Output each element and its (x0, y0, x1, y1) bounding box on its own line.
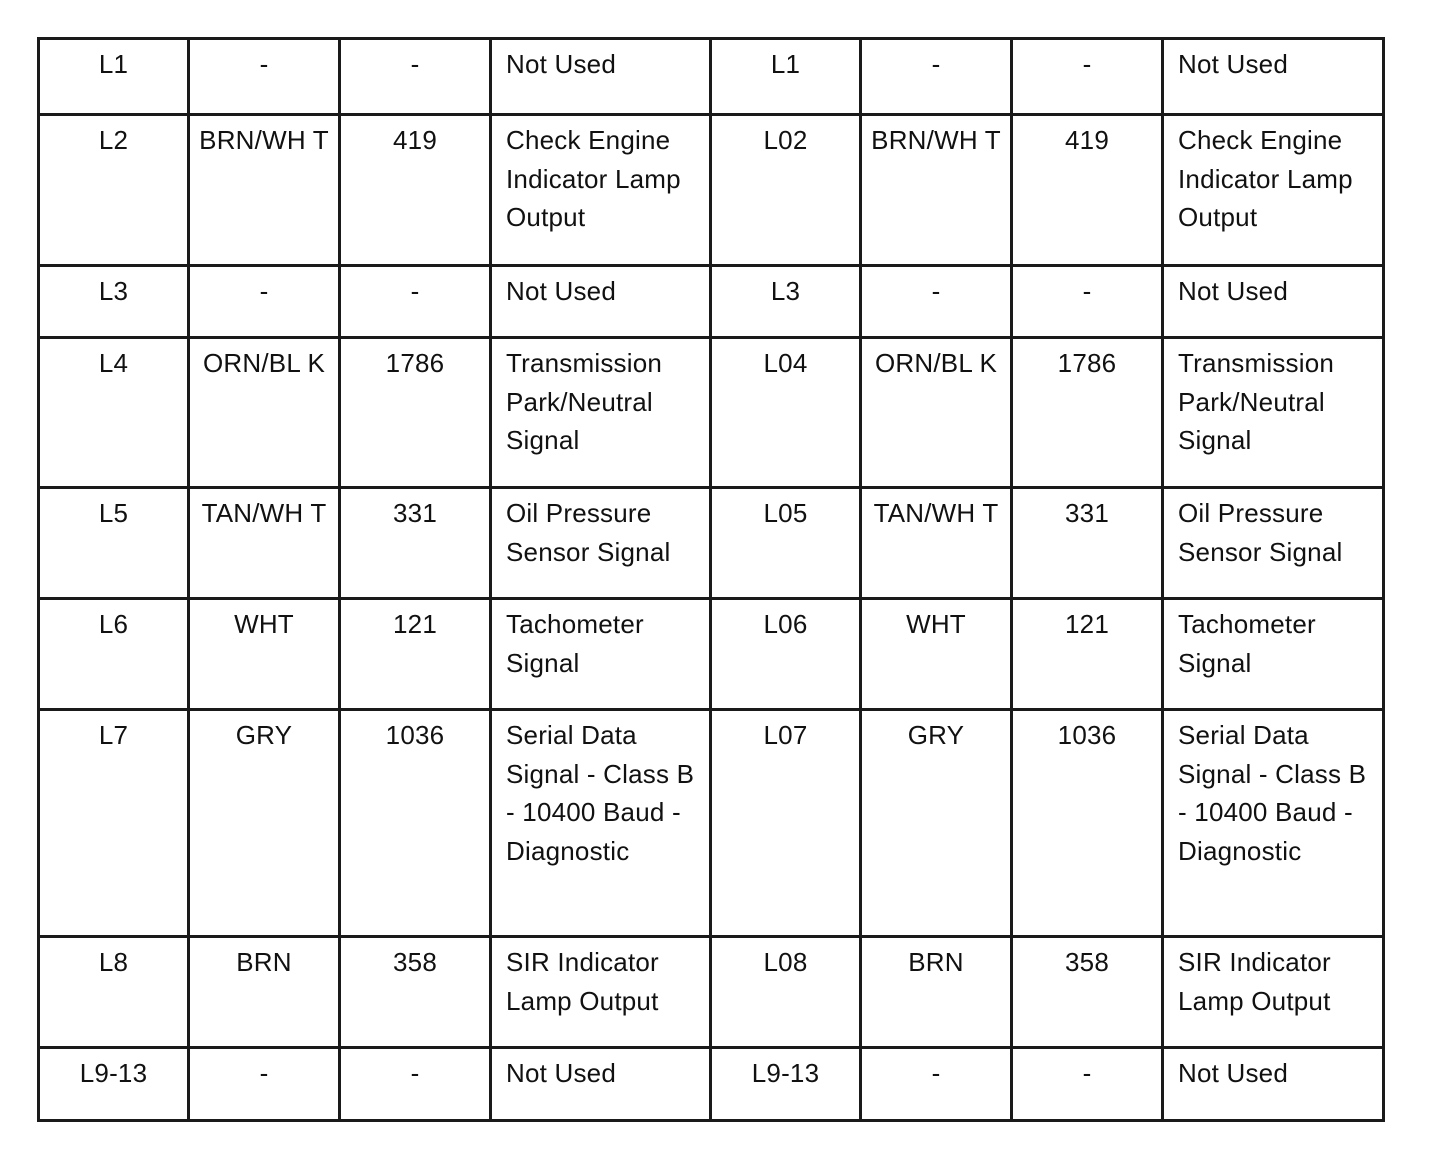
left-circuit-number-cell: 121 (340, 599, 491, 710)
right-pin-number-cell: L04 (711, 338, 861, 488)
table-row (39, 710, 1384, 937)
table-row (39, 599, 1384, 710)
left-pin-number-cell: L8 (39, 937, 189, 1048)
right-pin-function-cell: Tachometer Signal (1163, 599, 1384, 710)
table-row (39, 39, 1384, 115)
right-circuit-number-cell: 121 (1012, 599, 1163, 710)
left-circuit-number-cell: 419 (340, 115, 491, 266)
left-pin-function-cell: Check Engine Indicator Lamp Output (491, 115, 711, 266)
left-wire-color-cell: - (189, 266, 340, 338)
left-pin-number-cell: L5 (39, 488, 189, 599)
pinout-table-body (39, 39, 1384, 1121)
left-wire-color-cell: - (189, 1048, 340, 1121)
right-pin-number-cell: L06 (711, 599, 861, 710)
right-circuit-number-cell: 419 (1012, 115, 1163, 266)
right-circuit-number-cell: 358 (1012, 937, 1163, 1048)
right-circuit-number-cell: - (1012, 39, 1163, 115)
left-pin-number-cell: L4 (39, 338, 189, 488)
right-pin-number-cell: L3 (711, 266, 861, 338)
left-wire-color-cell: WHT (189, 599, 340, 710)
left-wire-color-cell: BRN (189, 937, 340, 1048)
right-circuit-number-cell: 1036 (1012, 710, 1163, 937)
table-row (39, 338, 1384, 488)
right-pin-function-cell: Not Used (1163, 39, 1384, 115)
left-circuit-number-cell: 358 (340, 937, 491, 1048)
right-pin-function-cell: SIR Indicator Lamp Output (1163, 937, 1384, 1048)
left-pin-function-cell: Not Used (491, 39, 711, 115)
right-circuit-number-cell: - (1012, 1048, 1163, 1121)
left-pin-number-cell: L9-13 (39, 1048, 189, 1121)
right-pin-number-cell: L07 (711, 710, 861, 937)
left-pin-function-cell: Oil Pressure Sensor Signal (491, 488, 711, 599)
right-wire-color-cell: - (861, 1048, 1012, 1121)
left-wire-color-cell: TAN/WH T (189, 488, 340, 599)
right-pin-function-cell: Check Engine Indicator Lamp Output (1163, 115, 1384, 266)
right-wire-color-cell: BRN/WH T (861, 115, 1012, 266)
right-wire-color-cell: BRN (861, 937, 1012, 1048)
right-pin-number-cell: L1 (711, 39, 861, 115)
left-pin-function-cell: Serial Data Signal - Class B - 10400 Baud - Diagnostic (491, 710, 711, 937)
right-wire-color-cell: - (861, 266, 1012, 338)
right-wire-color-cell: ORN/BL K (861, 338, 1012, 488)
table-row (39, 488, 1384, 599)
right-pin-number-cell: L9-13 (711, 1048, 861, 1121)
right-wire-color-cell: WHT (861, 599, 1012, 710)
right-pin-function-cell: Transmission Park/Neutral Signal (1163, 338, 1384, 488)
right-circuit-number-cell: 331 (1012, 488, 1163, 599)
right-wire-color-cell: - (861, 39, 1012, 115)
left-circuit-number-cell: 1036 (340, 710, 491, 937)
right-pin-number-cell: L08 (711, 937, 861, 1048)
connector-pinout-table (37, 37, 1385, 1122)
left-circuit-number-cell: 1786 (340, 338, 491, 488)
table-row (39, 1048, 1384, 1121)
table-row (39, 266, 1384, 338)
left-wire-color-cell: ORN/BL K (189, 338, 340, 488)
right-pin-function-cell: Oil Pressure Sensor Signal (1163, 488, 1384, 599)
left-circuit-number-cell: - (340, 1048, 491, 1121)
left-pin-function-cell: Not Used (491, 266, 711, 338)
left-pin-number-cell: L1 (39, 39, 189, 115)
left-wire-color-cell: BRN/WH T (189, 115, 340, 266)
left-pin-function-cell: Transmission Park/Neutral Signal (491, 338, 711, 488)
right-pin-number-cell: L02 (711, 115, 861, 266)
left-wire-color-cell: GRY (189, 710, 340, 937)
left-pin-function-cell: SIR Indicator Lamp Output (491, 937, 711, 1048)
left-circuit-number-cell: - (340, 39, 491, 115)
left-circuit-number-cell: - (340, 266, 491, 338)
right-pin-number-cell: L05 (711, 488, 861, 599)
left-wire-color-cell: - (189, 39, 340, 115)
right-pin-function-cell: Serial Data Signal - Class B - 10400 Baud - Diagnostic (1163, 710, 1384, 937)
left-pin-function-cell: Not Used (491, 1048, 711, 1121)
left-pin-function-cell: Tachometer Signal (491, 599, 711, 710)
table-row (39, 115, 1384, 266)
right-pin-function-cell: Not Used (1163, 266, 1384, 338)
right-pin-function-cell: Not Used (1163, 1048, 1384, 1121)
right-wire-color-cell: TAN/WH T (861, 488, 1012, 599)
right-wire-color-cell: GRY (861, 710, 1012, 937)
left-circuit-number-cell: 331 (340, 488, 491, 599)
left-pin-number-cell: L7 (39, 710, 189, 937)
right-circuit-number-cell: 1786 (1012, 338, 1163, 488)
left-pin-number-cell: L3 (39, 266, 189, 338)
left-pin-number-cell: L6 (39, 599, 189, 710)
right-circuit-number-cell: - (1012, 266, 1163, 338)
table-row (39, 937, 1384, 1048)
left-pin-number-cell: L2 (39, 115, 189, 266)
